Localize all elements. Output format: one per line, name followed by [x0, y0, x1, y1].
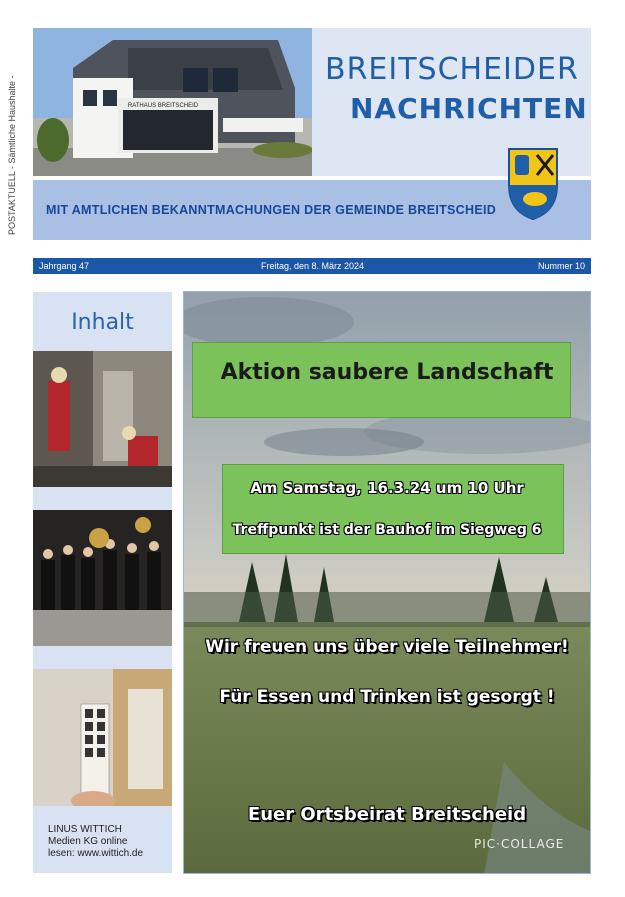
contents-photo-band[interactable]	[33, 510, 172, 646]
town-hall-photo	[33, 28, 312, 176]
poster-signature: Euer Ortsbeirat Breitscheid	[247, 804, 527, 825]
publisher-line: Medien KG online	[48, 836, 128, 847]
masthead-title-line2: NACHRICHTEN	[350, 92, 588, 125]
publisher-note	[48, 824, 143, 860]
issue-info-bar	[33, 258, 591, 274]
masthead-title-line1: BREITSCHEIDER	[325, 52, 579, 87]
publisher-line: LINUS WITTICH	[48, 824, 122, 835]
date-label: Freitag, den 8. März 2024	[261, 261, 365, 271]
contents-photo-mine[interactable]	[33, 351, 172, 487]
poster-title: Aktion saubere Landschaft	[220, 360, 554, 385]
poster-date: Am Samstag, 16.3.24 um 10 Uhr	[250, 479, 524, 497]
watermark: PIC·COLLAGE	[474, 837, 565, 851]
publisher-link[interactable]: lesen: www.wittich.de	[48, 848, 144, 859]
issue-number-label: Nummer 10	[537, 261, 585, 271]
event-poster	[183, 291, 591, 874]
margin-note	[4, 40, 22, 240]
poster-meeting-point: Treffpunkt ist der Bauhof im Siegweg 6	[232, 522, 542, 538]
margin-note-text: POSTAKTUELL - Sämtliche Haushalte -	[7, 75, 17, 235]
building-sign: RATHAUS BREITSCHEID	[127, 103, 199, 109]
contents-heading: Inhalt	[71, 310, 134, 335]
poster-message-2: Für Essen und Trinken ist gesorgt !	[219, 687, 555, 707]
volume-label: Jahrgang 47	[39, 261, 90, 271]
contents-photo-exhibition[interactable]	[33, 669, 172, 806]
poster-message-1: Wir freuen uns über viele Teilnehmer!	[205, 637, 569, 657]
coat-of-arms-icon	[505, 145, 561, 221]
masthead-subtitle: MIT AMTLICHEN BEKANNTMACHUNGEN DER GEMEINDE BREITSCHEID	[46, 203, 497, 217]
poster-details-panel	[222, 464, 564, 554]
